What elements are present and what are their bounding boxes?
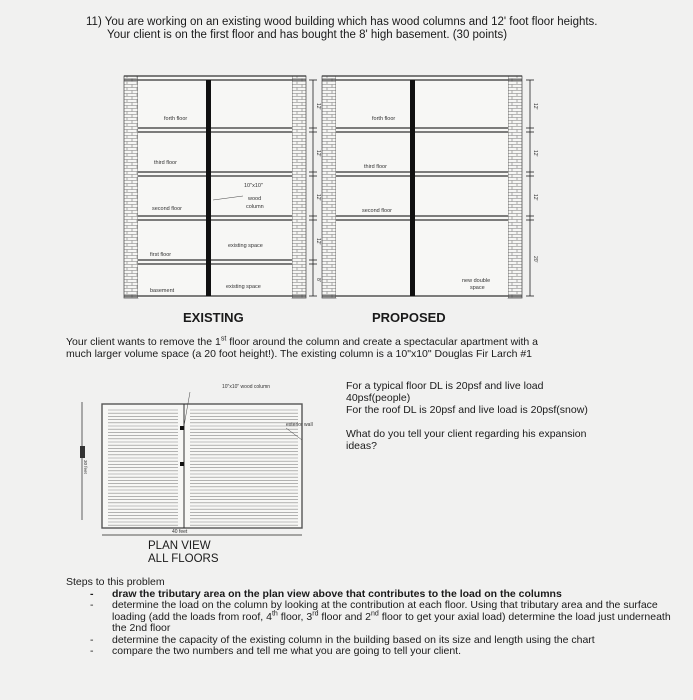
plan-column-marker — [180, 462, 184, 466]
steps-title: Steps to this problem — [66, 576, 165, 588]
plan-subtitle: ALL FLOORS — [148, 553, 219, 565]
existing-floor-label: first floor — [150, 252, 172, 258]
dimension-mark: 12' — [315, 194, 321, 201]
plan-column-marker — [180, 426, 184, 430]
dimension-mark: 12' — [532, 103, 538, 110]
existing-floor-label: forth floor — [164, 116, 188, 122]
existing-space-label: existing space — [226, 284, 261, 290]
description-line-1: Your client wants to remove the 1st floor around the column and create a spectacular apartment with a — [66, 335, 539, 348]
plan-column-label: 10"x10" wood column — [222, 384, 271, 390]
proposed-floor-label: forth floor — [372, 116, 396, 122]
client-question: What do you tell your client regarding his expansion — [346, 428, 587, 440]
step-item: - determine the load on the column by looking at the contribution at each floor. Using that tributary area and the surface loading (add the loads from roof, 4th floor, 3rd floor and 2nd floor to get your axial load) determine the load just underneath the 2nd floor — [66, 600, 672, 635]
question-line-2: Your client is on the first floor and has bought the 8' high basement. (30 points) — [107, 29, 508, 41]
proposed-building — [322, 76, 522, 298]
step-item: - compare the two numbers and tell me what you are going to tell your client. — [66, 646, 672, 658]
roof-load: For the roof DL is 20psf and live load is 20psf(snow) — [346, 404, 588, 416]
column-label-line: 10"x10" — [244, 183, 263, 189]
existing-floor-label: basement — [150, 288, 175, 294]
plan-title: PLAN VIEW — [148, 540, 211, 552]
dimension-mark: 12' — [315, 238, 321, 245]
description-line-2: much larger volume space (a 20 foot height!). The existing column is a 10"x10" Douglas Fir Larch #1 — [66, 348, 532, 360]
steps-section — [66, 577, 672, 658]
client-question-cont: ideas? — [346, 440, 377, 452]
existing-left-wall — [124, 76, 138, 298]
plan-wall-label: exterior wall — [286, 422, 313, 428]
dimension-mark: 12' — [532, 194, 538, 201]
description-text — [66, 336, 538, 360]
existing-caption: EXISTING — [183, 310, 244, 325]
elevation-diagrams — [0, 0, 693, 330]
double-space-label: space — [470, 285, 485, 291]
typical-floor-load-cont: 40psf(people) — [346, 392, 411, 404]
existing-wood-column — [206, 80, 211, 296]
existing-building — [124, 76, 306, 298]
existing-right-wall — [292, 76, 306, 298]
existing-dimension-line — [309, 80, 317, 296]
load-info — [346, 380, 646, 452]
dimension-mark: 20' — [532, 256, 538, 263]
double-space-label: new double — [462, 278, 491, 284]
plan-height-label: 30 feet — [83, 460, 88, 474]
proposed-right-wall — [508, 76, 522, 298]
dimension-mark: 8' — [315, 278, 321, 282]
steps-list — [66, 589, 672, 658]
plan-caption — [148, 540, 219, 566]
plan-height-marker — [80, 446, 85, 458]
dimension-mark: 12' — [532, 150, 538, 157]
proposed-dimension-line — [526, 80, 534, 296]
proposed-floor-label: third floor — [364, 164, 387, 170]
plan-view — [60, 380, 350, 540]
typical-floor-load: For a typical floor DL is 20psf and live load — [346, 380, 544, 392]
existing-floor-label: second floor — [152, 206, 182, 212]
column-label-line: column — [246, 204, 264, 210]
existing-floor-label: third floor — [154, 160, 177, 166]
proposed-wood-column — [410, 80, 415, 296]
question-line-1: 11) You are working on an existing wood building which has wood columns and 12' foot floor heights. — [86, 16, 598, 28]
proposed-floor-label: second floor — [362, 208, 392, 214]
dimension-mark: 12' — [315, 103, 321, 110]
step-item: - draw the tributary area on the plan view above that contributes to the load on the columns — [66, 589, 672, 601]
proposed-caption: PROPOSED — [372, 310, 446, 325]
proposed-left-wall — [322, 76, 336, 298]
plan-width-label: 40 feet — [172, 529, 188, 535]
column-label-line: wood — [248, 196, 262, 202]
dimension-mark: 12' — [315, 150, 321, 157]
existing-space-label: existing space — [228, 243, 263, 249]
step-item: - determine the capacity of the existing column in the building based on its size and length using the chart — [66, 635, 672, 647]
